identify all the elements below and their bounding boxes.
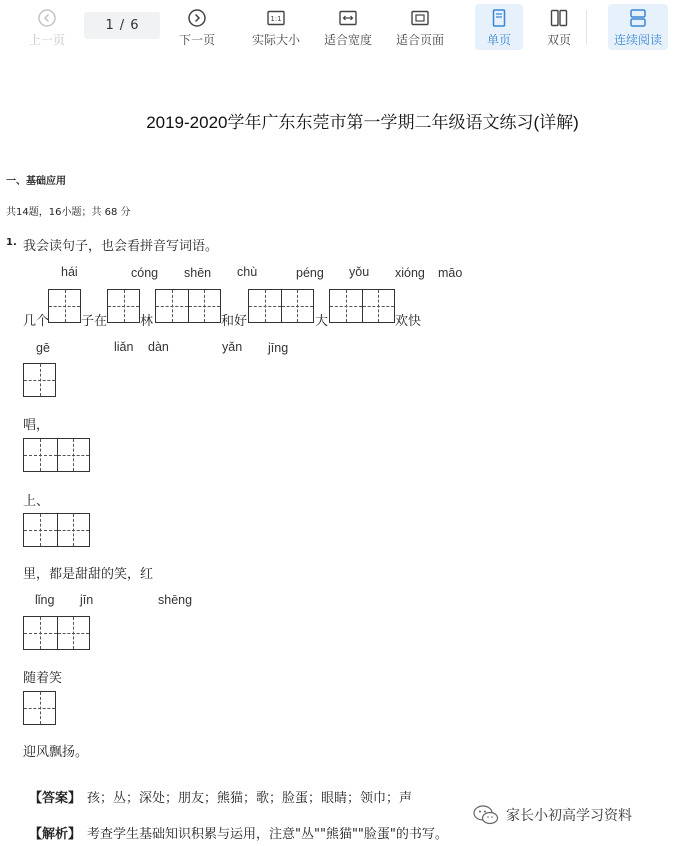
watermark bbox=[472, 804, 632, 826]
page-current: 1 bbox=[105, 18, 114, 33]
writing-grid-sheng bbox=[23, 691, 56, 725]
answer-label: 【答案】 bbox=[29, 791, 82, 806]
answer-text: 孩；丛；深处；朋友；熊猫；歌；脸蛋；眼睛；领巾；声 bbox=[87, 791, 413, 806]
writing-grid-hai bbox=[48, 289, 81, 323]
sentence-text-10: 随着笑 bbox=[23, 671, 63, 686]
pinyin-you: yǒu bbox=[349, 265, 370, 279]
analysis-label: 【解析】 bbox=[29, 827, 82, 842]
toolbar-divider bbox=[586, 10, 587, 44]
double-page-icon bbox=[549, 8, 569, 28]
pinyin-peng: péng bbox=[296, 266, 324, 280]
page-total: 6 bbox=[130, 18, 139, 33]
chevron-right-circle-icon bbox=[187, 8, 207, 28]
section-heading: 一、基础应用 bbox=[6, 176, 66, 187]
pinyin-sheng: shēng bbox=[158, 593, 193, 607]
page-separator: / bbox=[119, 18, 125, 33]
double-page-button[interactable] bbox=[537, 4, 581, 50]
writing-grid-yanjing bbox=[23, 513, 90, 547]
fit-width-label: 适合宽度 bbox=[323, 33, 372, 47]
next-page-button[interactable] bbox=[176, 4, 218, 50]
pinyin-xiong: xióng bbox=[395, 266, 425, 280]
continuous-reading-label: 连续阅读 bbox=[613, 33, 662, 47]
pinyin-ge: gē bbox=[36, 341, 50, 355]
pinyin-hai: hái bbox=[61, 265, 78, 279]
actual-size-icon bbox=[266, 8, 286, 28]
next-page-label: 下一页 bbox=[178, 33, 215, 47]
pinyin-dan: dàn bbox=[148, 340, 169, 354]
pinyin-yan: yǎn bbox=[222, 340, 243, 354]
actual-size-label: 实际大小 bbox=[251, 33, 300, 47]
sentence-text-2: 子在 bbox=[81, 314, 108, 329]
pinyin-jing: jīng bbox=[268, 341, 289, 355]
fit-page-label: 适合页面 bbox=[395, 33, 444, 47]
document-title: 2019-2020学年广东东莞市第一学期二年级语文练习(详解) bbox=[146, 113, 579, 132]
pinyin-mao: māo bbox=[438, 266, 463, 280]
sentence-text-9: 里，都是甜甜的笑，红 bbox=[23, 567, 154, 582]
watermark-text: 家长小初高学习资料 bbox=[506, 808, 632, 824]
fit-page-icon bbox=[410, 8, 430, 28]
pinyin-lian: liǎn bbox=[114, 340, 134, 354]
sentence-text-7: 唱， bbox=[23, 418, 50, 433]
writing-grid-ge bbox=[23, 363, 56, 397]
pinyin-jin: jīn bbox=[80, 593, 94, 607]
fit-width-button[interactable] bbox=[321, 4, 375, 50]
answer-row bbox=[29, 787, 412, 806]
sentence-text-3: 林 bbox=[140, 314, 154, 329]
sentence-text-4: 和好 bbox=[221, 314, 248, 329]
single-page-label: 单页 bbox=[486, 33, 511, 47]
pinyin-cong: cóng bbox=[131, 266, 159, 280]
double-page-label: 双页 bbox=[546, 33, 571, 47]
analysis-text: 考查学生基础知识积累与运用，注意"丛""熊猫""脸蛋"的书写。 bbox=[87, 827, 448, 842]
single-page-icon bbox=[489, 8, 509, 28]
pinyin-chu: chù bbox=[237, 265, 258, 279]
single-page-button[interactable] bbox=[475, 4, 523, 50]
question-summary: 共14题，16小题；共 68 分 bbox=[6, 207, 131, 218]
continuous-reading-icon bbox=[628, 8, 648, 28]
writing-grid-lingjin bbox=[23, 616, 90, 650]
question-number: 1. bbox=[6, 237, 17, 248]
prev-page-button[interactable] bbox=[26, 4, 68, 50]
continuous-reading-button[interactable] bbox=[608, 4, 668, 50]
actual-size-glyph: 1:1 bbox=[270, 15, 282, 23]
sentence-text-5: 大 bbox=[315, 314, 329, 329]
writing-grid-pengyou bbox=[248, 289, 314, 323]
page-indicator[interactable] bbox=[84, 12, 160, 39]
writing-grid-liandan bbox=[23, 438, 90, 472]
sentence-text-11: 迎风飘扬。 bbox=[23, 745, 89, 760]
pinyin-shen: shēn bbox=[184, 266, 212, 280]
writing-grid-cong bbox=[107, 289, 140, 323]
chevron-left-circle-icon bbox=[37, 8, 57, 28]
sentence-text-1: 几个 bbox=[23, 314, 50, 329]
fit-page-button[interactable] bbox=[393, 4, 447, 50]
fit-width-icon bbox=[338, 8, 358, 28]
prev-page-label: 上一页 bbox=[28, 33, 65, 47]
viewer-toolbar bbox=[0, 0, 675, 56]
question-prompt: 我会读句子，也会看拼音写词语。 bbox=[23, 239, 219, 254]
sentence-text-8: 上、 bbox=[23, 494, 50, 509]
writing-grid-xiongmao bbox=[329, 289, 395, 323]
pinyin-ling: lǐng bbox=[35, 593, 55, 607]
writing-grid-shenchu bbox=[155, 289, 221, 323]
sentence-text-6: 欢快 bbox=[395, 314, 422, 329]
wechat-icon bbox=[472, 804, 500, 826]
analysis-row bbox=[29, 823, 448, 842]
actual-size-button[interactable] bbox=[249, 4, 303, 50]
